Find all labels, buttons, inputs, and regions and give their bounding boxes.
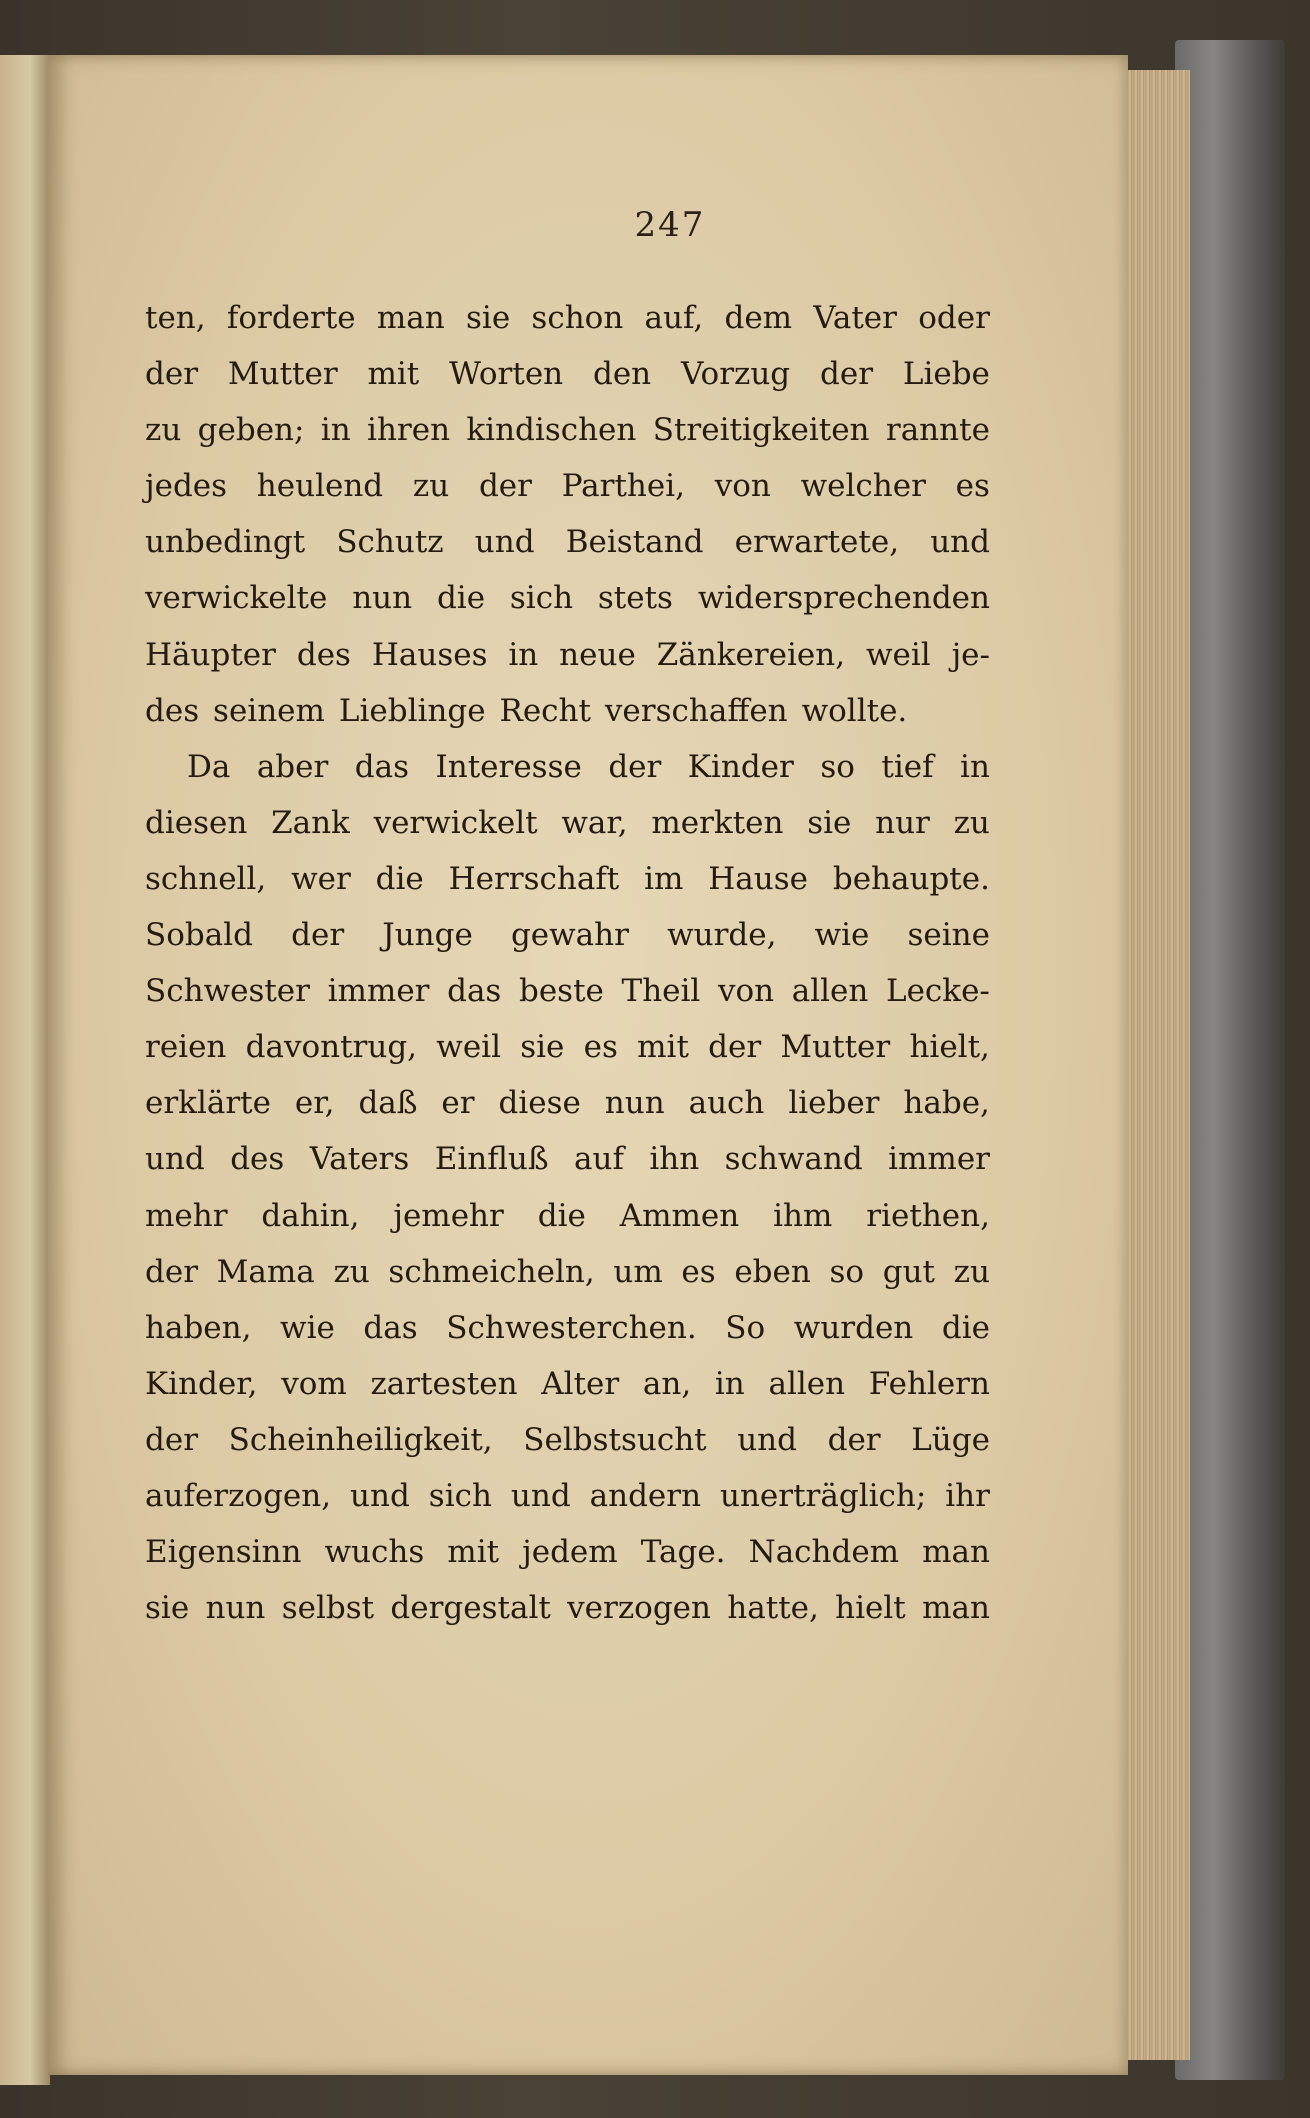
text-line: [145, 290, 990, 346]
word: schon: [531, 300, 624, 336]
text-line: [145, 963, 990, 1019]
word: seinem: [213, 692, 325, 729]
text-line: [145, 683, 990, 739]
facing-page-edge: [0, 55, 50, 2085]
word: ihm: [773, 1197, 833, 1234]
word: forderte: [226, 300, 356, 336]
word: lieber: [788, 1085, 880, 1122]
word: er,: [294, 1085, 335, 1122]
word: mit: [637, 1029, 689, 1066]
word: jemehr: [393, 1197, 504, 1234]
word: ihren: [367, 412, 451, 449]
word: wurden: [793, 1309, 914, 1346]
word: immer: [888, 1141, 990, 1178]
word: rannte: [885, 412, 990, 449]
word: reien: [145, 1029, 227, 1066]
word: Tage.: [640, 1534, 726, 1571]
word: es: [681, 1253, 716, 1290]
book-cover-board: [1175, 40, 1285, 2080]
word: schwand: [724, 1141, 863, 1178]
text-line: [145, 1131, 990, 1187]
text-line: [145, 1188, 990, 1244]
text-line: [145, 1356, 990, 1412]
word: im: [644, 860, 684, 897]
word: allen: [791, 973, 869, 1010]
word: man: [376, 300, 445, 336]
word: allen: [768, 1365, 846, 1402]
word: Zank: [271, 804, 350, 841]
word: des: [230, 1141, 285, 1178]
word: mit: [367, 356, 420, 393]
word: geben;: [197, 412, 305, 449]
word: dergestalt: [390, 1590, 551, 1627]
word: aber: [256, 748, 329, 785]
word: der: [820, 356, 874, 393]
word: neue: [559, 636, 636, 673]
word: des: [145, 692, 200, 729]
word: andern: [589, 1477, 702, 1514]
word: tief: [881, 748, 934, 785]
text-line: [145, 346, 990, 402]
word: und: [474, 524, 535, 561]
word: Schwester: [145, 973, 310, 1010]
word: von: [717, 973, 775, 1010]
word: Zänkereien,: [656, 636, 846, 673]
word: je-: [951, 636, 990, 673]
word: sich: [509, 580, 574, 617]
word: wuchs: [324, 1534, 425, 1571]
word: verwickelte: [145, 580, 328, 617]
word: Hauses: [371, 636, 488, 673]
page-number: 247: [634, 205, 706, 245]
text-line: [145, 627, 990, 683]
word: Kinder,: [145, 1365, 258, 1402]
word: und: [930, 524, 990, 561]
word: die: [941, 1309, 990, 1346]
word: oder: [918, 300, 990, 336]
word: gewahr: [510, 917, 629, 954]
word: kindischen: [466, 412, 637, 449]
word: in: [714, 1365, 745, 1402]
word: davontrug,: [245, 1029, 418, 1066]
word: verwickelt: [373, 804, 538, 841]
word: ten,: [145, 300, 206, 336]
word: Mutter: [227, 356, 338, 393]
word: der: [145, 1253, 199, 1290]
word: riethen,: [866, 1197, 990, 1234]
word: erklärte: [145, 1085, 271, 1122]
word: mehr: [145, 1197, 228, 1234]
word: man: [922, 1534, 990, 1571]
word: zu: [953, 804, 990, 841]
text-line: [145, 1412, 990, 1468]
word: So: [725, 1309, 766, 1346]
word: eben: [734, 1253, 811, 1290]
word: haben,: [145, 1309, 252, 1346]
word: Sobald: [145, 917, 253, 954]
word: auf,: [644, 300, 704, 336]
text-line: [145, 907, 990, 963]
word: wurde,: [667, 917, 777, 954]
word: Vorzug: [680, 356, 791, 393]
word: dahin,: [261, 1197, 360, 1234]
word: Da: [187, 748, 231, 785]
word: Häupter: [145, 636, 276, 673]
word: mit: [447, 1534, 500, 1571]
word: schnell,: [145, 860, 267, 897]
text-line: [145, 739, 990, 795]
word: wie: [814, 917, 870, 954]
word: Vaters: [309, 1141, 410, 1178]
word: so: [829, 1253, 865, 1290]
word: das: [447, 973, 502, 1010]
text-line: [145, 1524, 990, 1580]
word: um: [613, 1253, 663, 1290]
word: Lüge: [911, 1421, 990, 1458]
word: das: [363, 1309, 418, 1346]
word: die: [537, 1197, 586, 1234]
word: hatte,: [727, 1590, 819, 1627]
word: Scheinheiligkeit,: [228, 1421, 493, 1458]
text-line: [145, 851, 990, 907]
word: und: [510, 1477, 571, 1514]
word: wie: [280, 1309, 335, 1346]
word: ihr: [945, 1477, 990, 1514]
word: seine: [907, 917, 990, 954]
word: immer: [327, 973, 430, 1010]
word: der: [291, 917, 345, 954]
word: des: [296, 636, 351, 673]
word: nun: [205, 1590, 266, 1627]
word: zu: [333, 1253, 370, 1290]
word: selbst: [281, 1590, 375, 1627]
word: sie: [466, 300, 511, 336]
word: der: [608, 748, 662, 785]
word: ihn: [649, 1141, 700, 1178]
page-edges: [1120, 70, 1190, 2060]
word: daß: [358, 1085, 418, 1122]
word: hielt,: [909, 1029, 990, 1066]
text-line: [145, 795, 990, 851]
word: Recht: [499, 692, 591, 729]
text-line: [145, 402, 990, 458]
word: Parthei,: [561, 468, 685, 505]
word: Nachdem: [748, 1534, 900, 1571]
word: habe,: [903, 1085, 990, 1122]
word: an,: [642, 1365, 692, 1402]
word: er: [441, 1085, 475, 1122]
text-line: [145, 458, 990, 514]
word: in: [960, 748, 990, 785]
text-line: [145, 570, 990, 626]
word: unerträglich;: [720, 1477, 927, 1514]
word: schmeicheln,: [388, 1253, 595, 1290]
word: Liebe: [902, 356, 990, 393]
word: zu: [412, 468, 450, 505]
word: heulend: [256, 468, 384, 505]
word: nun: [352, 580, 413, 617]
word: es: [583, 1029, 618, 1066]
word: Ammen: [619, 1197, 740, 1234]
word: zu: [145, 412, 182, 449]
text-line: [145, 1468, 990, 1524]
word: Lecke-: [886, 973, 990, 1010]
word: beste: [518, 973, 604, 1010]
word: Schwesterchen.: [446, 1309, 697, 1346]
word: so: [820, 748, 855, 785]
word: Fehlern: [868, 1365, 990, 1402]
word: der: [827, 1421, 881, 1458]
word: zartesten: [370, 1365, 518, 1402]
text-line: [145, 1244, 990, 1300]
word: jedem: [522, 1534, 618, 1571]
word: der: [145, 356, 199, 393]
word: sie: [145, 1590, 190, 1627]
word: widersprechenden: [697, 580, 990, 617]
word: das: [354, 748, 410, 785]
word: gut: [882, 1253, 936, 1290]
word: auferzogen,: [145, 1477, 332, 1514]
word: von: [714, 468, 771, 505]
word: Mutter: [780, 1029, 891, 1066]
word: hielt: [835, 1590, 906, 1627]
word: Schutz: [336, 524, 444, 561]
word: Herrschaft: [448, 860, 620, 897]
word: verzogen: [567, 1590, 711, 1627]
word: wollte.: [801, 692, 908, 729]
word: sich: [428, 1477, 492, 1514]
word: jedes: [145, 468, 228, 505]
word: in: [508, 636, 539, 673]
word: vom: [281, 1365, 347, 1402]
word: Interesse: [435, 748, 582, 785]
word: erwartete,: [734, 524, 900, 561]
word: weil: [865, 636, 931, 673]
word: in: [320, 412, 351, 449]
word: Beistand: [565, 524, 704, 561]
word: diese: [498, 1085, 581, 1122]
word: unbedingt: [145, 524, 306, 561]
word: Alter: [541, 1365, 620, 1402]
word: die: [436, 580, 486, 617]
word: Mama: [216, 1253, 315, 1290]
word: den: [592, 356, 652, 393]
word: Einfluß: [434, 1141, 549, 1178]
word: sie: [520, 1029, 565, 1066]
word: sie: [807, 804, 852, 841]
body-text: [145, 290, 990, 1636]
text-line: [145, 1019, 990, 1075]
word: verschaffen: [604, 692, 788, 729]
word: Junge: [382, 917, 473, 954]
word: weil: [436, 1029, 501, 1066]
word: der: [478, 468, 532, 505]
word: der: [708, 1029, 762, 1066]
word: stets: [597, 580, 673, 617]
word: welcher: [800, 468, 926, 505]
word: dem: [724, 300, 793, 336]
text-line: [145, 1580, 990, 1636]
word: zu: [953, 1253, 990, 1290]
word: Hause: [708, 860, 808, 897]
word: der: [145, 1421, 199, 1458]
text-line: [145, 1075, 990, 1131]
word: die: [375, 860, 424, 897]
word: Worten: [449, 356, 564, 393]
word: nur: [875, 804, 930, 841]
word: und: [737, 1421, 797, 1458]
word: Eigensinn: [145, 1534, 302, 1571]
word: Vater: [813, 300, 897, 336]
text-line: [145, 514, 990, 570]
word: Lieblinge: [338, 692, 486, 729]
word: nun: [604, 1085, 665, 1122]
word: und: [350, 1477, 410, 1514]
word: merkten: [651, 804, 784, 841]
word: es: [955, 468, 990, 505]
word: war,: [561, 804, 628, 841]
word: diesen: [145, 804, 248, 841]
word: Kinder: [687, 748, 794, 785]
word: Selbstsucht: [523, 1421, 707, 1458]
word: man: [922, 1590, 990, 1627]
word: Theil: [621, 973, 701, 1010]
word: behaupte.: [832, 860, 990, 897]
word: Streitigkeiten: [652, 412, 870, 449]
word: auch: [688, 1085, 765, 1122]
word: und: [145, 1141, 205, 1178]
word: wer: [291, 860, 351, 897]
text-line: [145, 1300, 990, 1356]
word: auf: [574, 1141, 624, 1178]
